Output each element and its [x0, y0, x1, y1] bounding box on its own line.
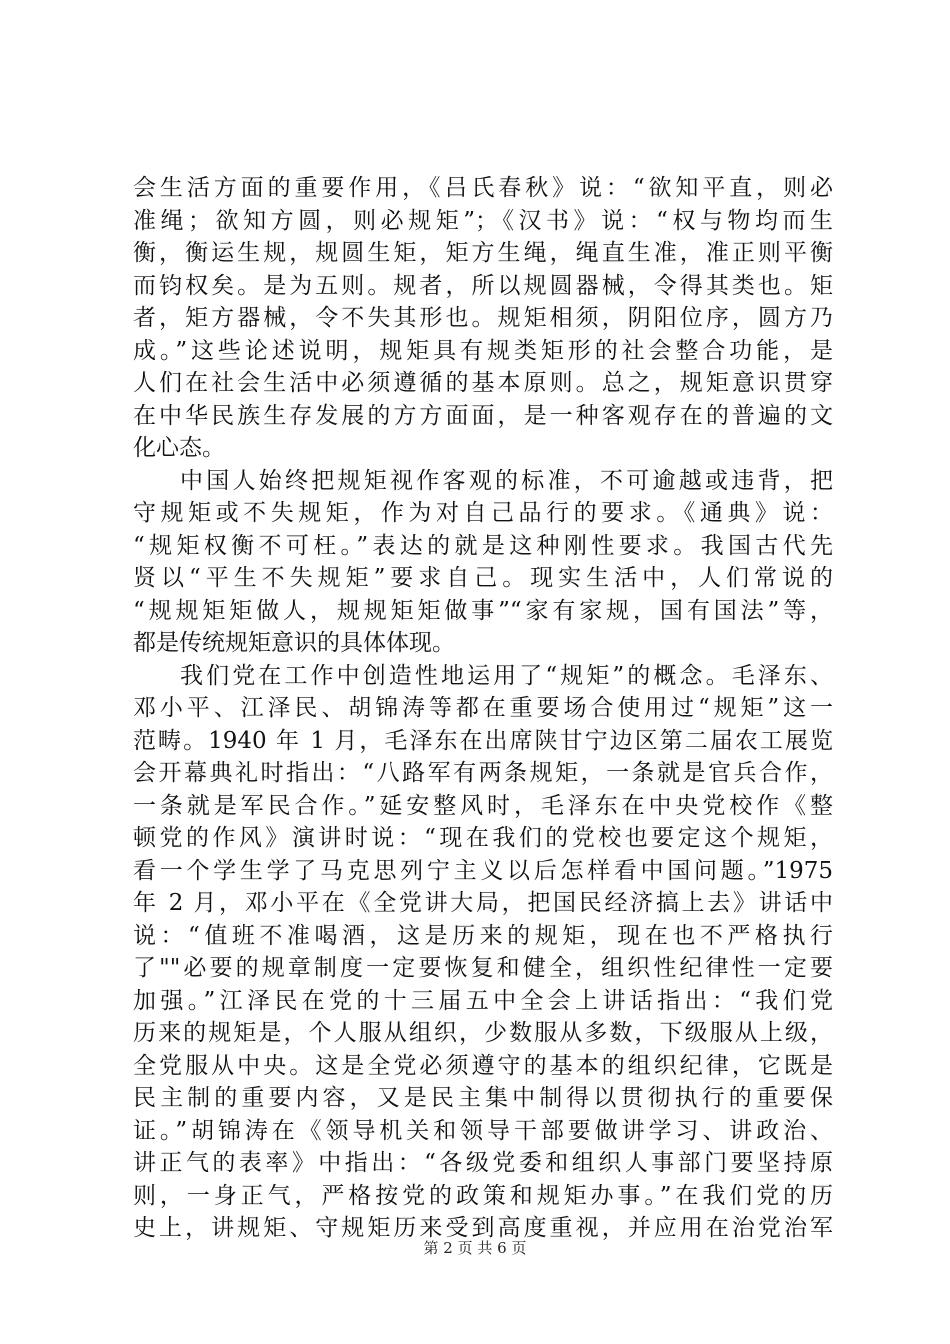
text-line: 证。”胡锦涛在《领导机关和领导干部要做讲学习、讲政治、: [133, 1117, 833, 1144]
text-line: 成。”这些论述说明，规矩具有规类矩形的社会整合功能，是: [133, 337, 833, 364]
text-line: 化心态。: [133, 435, 225, 461]
text-line: 在中华民族生存发展的方方面面，是一种客观存在的普遍的文: [133, 402, 833, 429]
text-line: 顿党的作风》演讲时说：“现在我们的党校也要定这个规矩，: [133, 825, 833, 851]
text-line: 看一个学生学了马克思列宁主义以后怎样看中国问题。”1975: [133, 857, 833, 884]
text-line: 史上，讲规矩、守规矩历来受到高度重视，并应用在治党治军: [133, 1215, 833, 1241]
text-line: 邓小平、江泽民、胡锦涛等都在重要场合使用过“规矩”这一: [133, 695, 833, 721]
paragraph-start-line: 中国人始终把规矩视作客观的标准，不可逾越或违背，把: [180, 467, 833, 494]
text-line: 民主制的重要内容，又是民主集中制得以贯彻执行的重要保: [133, 1085, 833, 1111]
text-line: 者，矩方器械，令不失其形也。规矩相须，阴阳位序，圆方乃: [133, 305, 833, 331]
text-line: 范畴。1940 年 1 月，毛泽东在出席陕甘宁边区第二届农工展览: [133, 727, 833, 754]
body-text: [133, 172, 833, 1245]
page-number-footer: 第 2 页 共 6 页: [423, 1239, 527, 1257]
text-line: 则，一身正气，严格按党的政策和规矩办事。”在我们党的历: [133, 1182, 833, 1209]
paragraph-start-line: 我们党在工作中创造性地运用了“规矩”的概念。毛泽东、: [180, 662, 833, 689]
text-line: 人们在社会生活中必须遵循的基本原则。总之，规矩意识贯穿: [133, 370, 833, 396]
text-line: “规规矩矩做人，规规矩矩做事”“家有家规，国有国法”等，: [133, 597, 833, 624]
text-line: 而钧权矣。是为五则。规者，所以规圆器械，令得其类也。矩: [133, 272, 833, 299]
text-line: 贤以“平生不失规矩”要求自己。现实生活中，人们常说的: [133, 565, 833, 591]
text-line: 年 2 月，邓小平在《全党讲大局，把国民经济搞上去》讲话中: [133, 890, 833, 916]
text-line: 加强。”江泽民在党的十三届五中全会上讲话指出：“我们党: [133, 987, 833, 1014]
text-line: 守规矩或不失规矩，作为对自己品行的要求。《通典》说：: [133, 500, 833, 526]
text-line: 会开幕典礼时指出：“八路军有两条规矩，一条就是官兵合作，: [133, 760, 833, 786]
text-line: 讲正气的表率》中指出：“各级党委和组织人事部门要坚持原: [133, 1150, 833, 1176]
text-line: 衡，衡运生规，规圆生矩，矩方生绳，绳直生准，准正则平衡: [133, 240, 833, 266]
text-line: 历来的规矩是，个人服从组织，少数服从多数，下级服从上级，: [133, 1020, 833, 1046]
text-line: 全党服从中央。这是全党必须遵守的基本的组织纪律，它既是: [133, 1052, 833, 1079]
text-line: “规矩权衡不可枉。”表达的就是这种刚性要求。我国古代先: [133, 532, 833, 559]
text-line: 会生活方面的重要作用，《吕氏春秋》说：“欲知平直，则必: [133, 175, 833, 201]
text-line: 说：“值班不准喝酒，这是历来的规矩，现在也不严格执行: [133, 922, 833, 949]
text-line: 一条就是军民合作。”延安整风时，毛泽东在中央党校作《整: [133, 792, 833, 819]
text-line: 准绳；欲知方圆，则必规矩”；《汉书》说：“权与物均而生: [133, 207, 833, 234]
text-line: 了""必要的规章制度一定要恢复和健全，组织性纪律性一定要: [133, 955, 833, 981]
text-line: 都是传统规矩意识的具体体现。: [133, 630, 455, 656]
